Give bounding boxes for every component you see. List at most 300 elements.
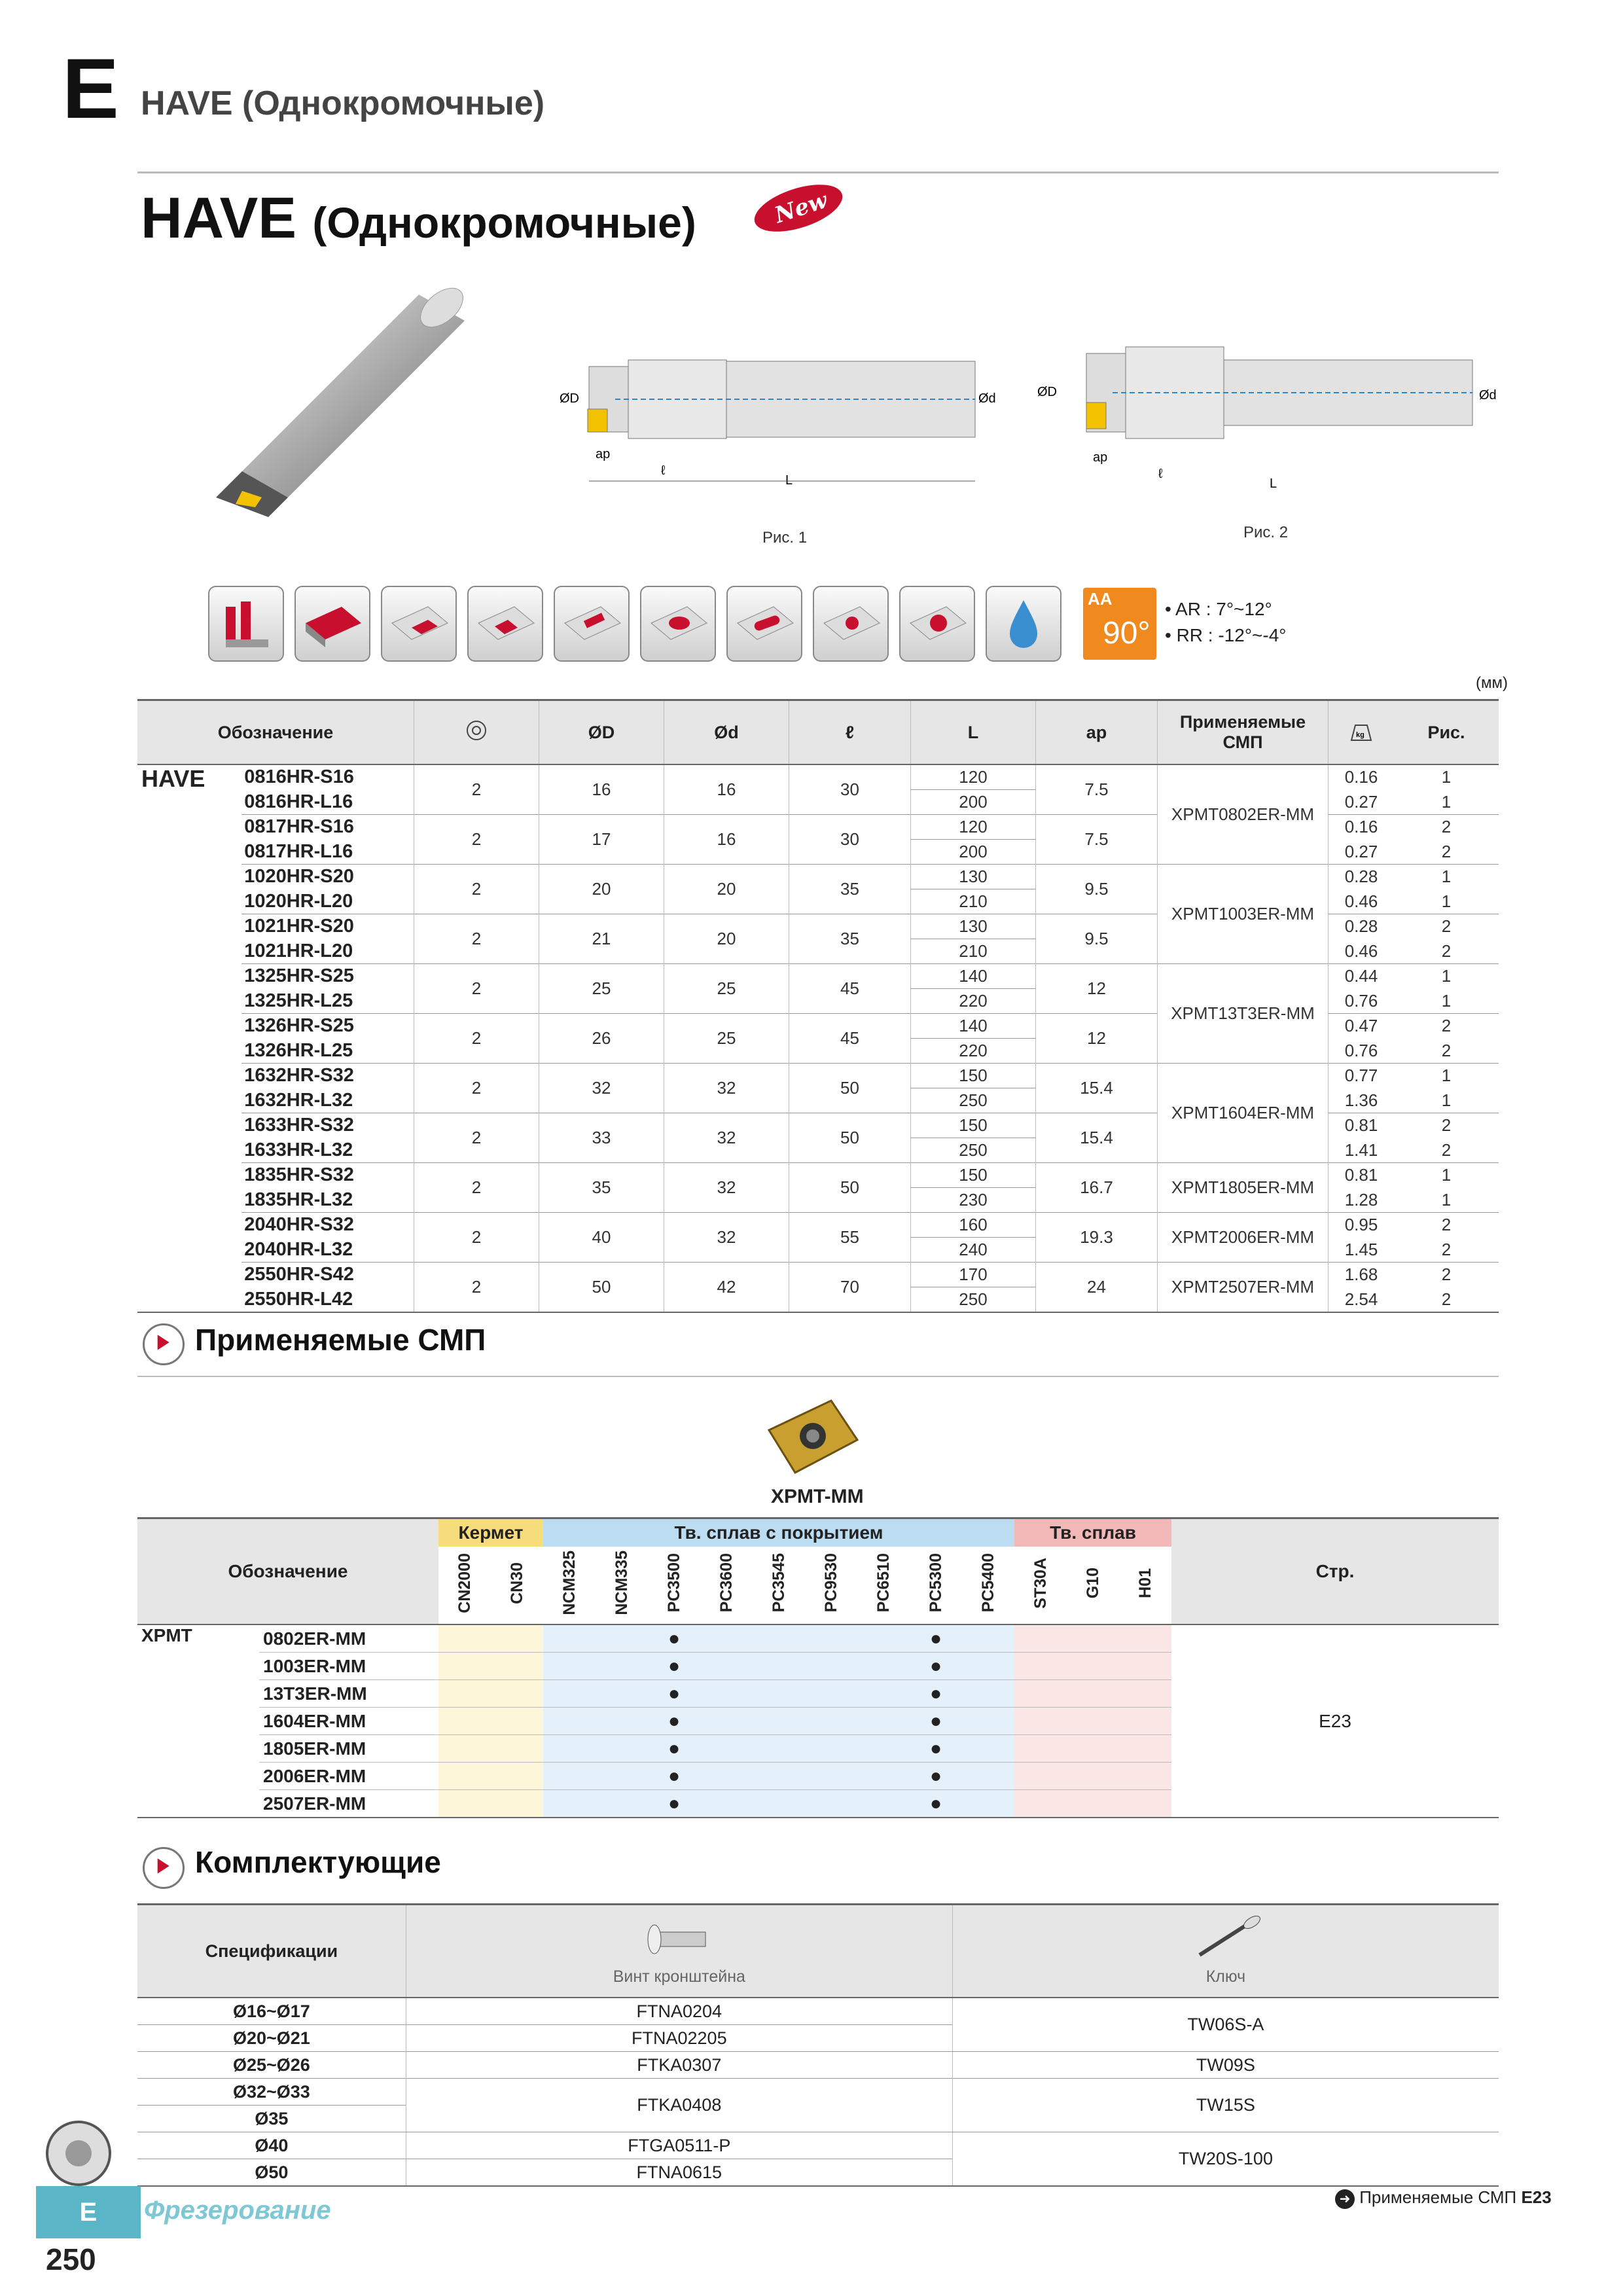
grade-cell [805, 1735, 857, 1763]
screw-cell: FTGA0511-P [406, 2132, 952, 2159]
col-insert: Применяемые СМП [1158, 700, 1329, 765]
grade-cell [1119, 1790, 1171, 1818]
table-row [137, 1064, 1499, 1088]
cell-weight: 0.27 [1329, 840, 1395, 865]
table-row [137, 1624, 1499, 1653]
grade-cell [962, 1680, 1014, 1708]
cell-d: 20 [664, 914, 789, 964]
svg-text:L: L [785, 473, 793, 488]
grade-cell: ● [910, 1624, 962, 1653]
cell-L: 120 [911, 815, 1036, 840]
grade-cell [438, 1653, 491, 1680]
section-arrow-icon [143, 1847, 185, 1889]
cell-z: 2 [414, 1163, 539, 1213]
approach-angle-value: 90° [1103, 616, 1150, 651]
grade-cell [700, 1790, 753, 1818]
cell-ap: 15.4 [1036, 1064, 1158, 1113]
cell-D: 33 [539, 1113, 664, 1163]
grade-cell [596, 1708, 648, 1735]
grade-cell: ● [910, 1680, 962, 1708]
grade-cell [805, 1680, 857, 1708]
cell-D: 35 [539, 1163, 664, 1213]
grade-cell [857, 1653, 910, 1680]
grade-cell [962, 1790, 1014, 1818]
page-ref: E23 [1319, 1710, 1351, 1731]
grade-cell [700, 1735, 753, 1763]
grade-cell [491, 1708, 543, 1735]
cell-fig: 1 [1441, 791, 1452, 812]
cell-L: 220 [911, 989, 1036, 1014]
grade-cell [543, 1653, 596, 1680]
cell-d: 32 [664, 1064, 789, 1113]
insert-code: 13T3ER-MM [263, 1683, 367, 1704]
grade-header: ST30A [1031, 1557, 1050, 1609]
key-cell: TW15S [952, 2079, 1499, 2132]
cell-L: 140 [911, 1014, 1036, 1039]
cell-weight: 1.68 [1329, 1263, 1395, 1287]
cell-fig: 1 [1394, 964, 1499, 989]
cell-fig: 1 [1394, 1064, 1499, 1088]
cell-d: 32 [664, 1113, 789, 1163]
grade-cell [805, 1653, 857, 1680]
cell-z: 2 [414, 1113, 539, 1163]
grade-cell [543, 1708, 596, 1735]
tool-code: 1020HR-L20 [244, 890, 353, 912]
tool-code: 1021HR-S20 [241, 914, 414, 939]
slot-milling-icon [381, 586, 457, 662]
cell-fig: 2 [1394, 914, 1499, 939]
cell-L: 230 [911, 1188, 1036, 1213]
cell-insert: XPMT1805ER-MM [1158, 1163, 1329, 1213]
grade-cell [1119, 1735, 1171, 1763]
grade-cell [857, 1680, 910, 1708]
group-cermet: Кермет [438, 1518, 543, 1547]
col-designation: Обозначение [137, 700, 414, 765]
screw-cell: FTKA0408 [406, 2079, 952, 2132]
grade-cell: ● [648, 1624, 700, 1653]
approach-angle-label: AA [1088, 589, 1113, 609]
grade-cell [1067, 1790, 1119, 1818]
step-milling-icon [467, 586, 543, 662]
grade-cell [438, 1624, 491, 1653]
tool-code: 1632HR-L32 [244, 1089, 353, 1111]
col-fig: Рис. [1394, 700, 1499, 765]
grade-cell [1014, 1790, 1067, 1818]
cell-ap: 12 [1036, 1014, 1158, 1064]
tool-photo-icon [190, 281, 504, 530]
face-milling-icon [294, 586, 370, 662]
tool-code: 1835HR-S32 [241, 1163, 414, 1188]
cell-weight: 1.36 [1329, 1088, 1395, 1113]
cell-d: 32 [664, 1163, 789, 1213]
cell-weight: 0.28 [1329, 865, 1395, 889]
cell-fig: 2 [1394, 1113, 1499, 1138]
cell-z: 2 [414, 1064, 539, 1113]
group-coated: Тв. сплав с покрытием [543, 1518, 1014, 1547]
cell-ap: 16.7 [1036, 1163, 1158, 1213]
grade-cell [1119, 1763, 1171, 1790]
cell-weight: 0.46 [1329, 939, 1395, 964]
grade-cell [1014, 1708, 1067, 1735]
header-divider [137, 171, 1499, 173]
grade-cell [1014, 1680, 1067, 1708]
grade-header: NCM335 [612, 1551, 631, 1615]
grade-header: NCM325 [560, 1551, 579, 1615]
grade-cell [491, 1763, 543, 1790]
cell-weight: 0.76 [1329, 989, 1395, 1014]
cell-ap: 19.3 [1036, 1213, 1158, 1263]
spec-row: Ø32~Ø33 [232, 2081, 310, 2102]
cell-insert: XPMT1604ER-MM [1158, 1064, 1329, 1163]
cell-L: 250 [911, 1287, 1036, 1313]
cell-d: 32 [664, 1213, 789, 1263]
tool-code: 0817HR-L16 [244, 840, 353, 862]
grade-header: CN30 [507, 1562, 526, 1604]
grade-cell [1067, 1624, 1119, 1653]
cell-d: 42 [664, 1263, 789, 1313]
cell-ap: 12 [1036, 964, 1158, 1014]
grade-cell [962, 1708, 1014, 1735]
cell-weight: 2.54 [1329, 1287, 1395, 1313]
grade-cell [1067, 1763, 1119, 1790]
cell-fig: 1 [1441, 891, 1452, 911]
tool-code: 2040HR-L32 [244, 1238, 353, 1260]
table-row [137, 764, 1499, 790]
grade-cell [1067, 1708, 1119, 1735]
grade-cell [753, 1790, 805, 1818]
footer-section-tab: E [36, 2186, 141, 2238]
cell-z: 2 [414, 964, 539, 1014]
grade-cell [753, 1680, 805, 1708]
grade-cell: ● [648, 1708, 700, 1735]
tool-code: 1633HR-S32 [241, 1113, 414, 1138]
grade-cell [700, 1680, 753, 1708]
grade-cell [753, 1763, 805, 1790]
cell-weight: 0.28 [1329, 914, 1395, 939]
cell-fig: 1 [1441, 1189, 1452, 1210]
grade-cell [543, 1763, 596, 1790]
spec-row: Ø25~Ø26 [232, 2054, 310, 2075]
boring-icon [899, 586, 975, 662]
svg-text:L: L [1270, 476, 1277, 491]
cell-z: 2 [414, 1213, 539, 1263]
cell-z: 2 [414, 865, 539, 914]
grade-cell [596, 1624, 648, 1653]
tool-code: 0816HR-L16 [244, 791, 353, 812]
cell-insert: XPMT0802ER-MM [1158, 764, 1329, 865]
col-d: Ød [664, 700, 789, 765]
grade-cell [700, 1763, 753, 1790]
insert-code: 0802ER-MM [263, 1628, 366, 1649]
section-accessories-title: Комплектующие [195, 1845, 441, 1879]
tool-code: 2550HR-L42 [244, 1288, 353, 1310]
tool-code: 1021HR-L20 [244, 940, 353, 961]
grade-cell [438, 1763, 491, 1790]
cell-fig: 2 [1441, 1289, 1452, 1309]
fig-1-caption: Рис. 1 [762, 529, 808, 547]
grade-cell [491, 1624, 543, 1653]
svg-text:ØD: ØD [1037, 385, 1057, 399]
grade-cell [700, 1624, 753, 1653]
cell-insert: XPMT2006ER-MM [1158, 1213, 1329, 1263]
svg-text:ap: ap [596, 447, 611, 461]
cell-weight: 0.27 [1329, 790, 1395, 815]
group-name: HAVE [141, 765, 205, 792]
grade-cell: ● [910, 1653, 962, 1680]
cell-l: 55 [789, 1213, 911, 1263]
footer-label: Фрезерование [144, 2196, 331, 2225]
cell-weight: 0.95 [1329, 1213, 1395, 1238]
tool-code: 2550HR-S42 [241, 1263, 414, 1287]
cell-fig: 2 [1441, 1239, 1452, 1259]
svg-text:kg: kg [1356, 730, 1364, 739]
cell-weight: 0.16 [1329, 815, 1395, 840]
cell-fig: 2 [1394, 1213, 1499, 1238]
insert-photo-icon [759, 1394, 864, 1479]
cell-fig: 2 [1441, 841, 1452, 861]
cell-fig: 2 [1394, 1263, 1499, 1287]
grade-cell [543, 1790, 596, 1818]
grade-cell [596, 1653, 648, 1680]
grade-cell [962, 1653, 1014, 1680]
cell-l: 30 [789, 815, 911, 865]
cell-L: 220 [911, 1039, 1036, 1064]
grade-header: G10 [1083, 1567, 1102, 1599]
grade-cell [596, 1763, 648, 1790]
grade-cell [857, 1735, 910, 1763]
section-arrow-icon [143, 1323, 185, 1365]
cell-fig: 2 [1441, 1139, 1452, 1160]
tool-code: 1325HR-S25 [241, 964, 414, 989]
plunge-icon [813, 586, 889, 662]
grade-cell: ● [648, 1790, 700, 1818]
svg-text:ap: ap [1093, 450, 1108, 465]
cell-insert: XPMT13T3ER-MM [1158, 964, 1329, 1064]
grade-cell [805, 1708, 857, 1735]
spec-row: Ø35 [255, 2108, 289, 2128]
col-D: ØD [539, 700, 664, 765]
cell-ap: 9.5 [1036, 865, 1158, 914]
drawing-fig-1 [524, 347, 1021, 504]
cell-L: 150 [911, 1064, 1036, 1088]
grade-cell [753, 1708, 805, 1735]
insert-caption: XPMT-MM [771, 1486, 864, 1507]
cell-D: 21 [539, 914, 664, 964]
section-title: HAVE (Однокромочные) [141, 84, 545, 122]
spec-row: Ø40 [255, 2135, 289, 2155]
cell-L: 200 [911, 790, 1036, 815]
tool-code: 1835HR-L32 [244, 1189, 353, 1210]
insert-code: 1604ER-MM [263, 1710, 366, 1731]
table-row [137, 1263, 1499, 1287]
grade-header: PC6510 [874, 1553, 893, 1613]
grade-cell [596, 1680, 648, 1708]
grade-cell [1067, 1680, 1119, 1708]
grade-header: CN2000 [455, 1552, 474, 1613]
cell-d: 20 [664, 865, 789, 914]
insert-code: 2006ER-MM [263, 1765, 366, 1786]
cell-L: 140 [911, 964, 1036, 989]
cell-D: 20 [539, 865, 664, 914]
cell-fig: 2 [1394, 815, 1499, 840]
grade-cell [491, 1735, 543, 1763]
section-inserts-title: Применяемые СМП [195, 1323, 486, 1357]
svg-text:Ød: Ød [1479, 388, 1497, 403]
table-row [137, 1213, 1499, 1238]
cell-fig: 1 [1394, 1163, 1499, 1188]
grade-cell [543, 1680, 596, 1708]
grade-cell: ● [648, 1763, 700, 1790]
cell-D: 25 [539, 964, 664, 1014]
cell-ap: 9.5 [1036, 914, 1158, 964]
insert-code: 1003ER-MM [263, 1655, 366, 1676]
cell-fig: 1 [1441, 990, 1452, 1011]
cell-L: 250 [911, 1138, 1036, 1163]
grade-cell: ● [910, 1790, 962, 1818]
grade-cell [962, 1735, 1014, 1763]
cell-l: 35 [789, 865, 911, 914]
grade-cell [1067, 1735, 1119, 1763]
cell-L: 210 [911, 939, 1036, 964]
cell-fig: 1 [1394, 865, 1499, 889]
footer-ref[interactable]: ➜ Применяемые СМП E23 [1335, 2187, 1552, 2209]
col-L: L [911, 700, 1036, 765]
cell-weight: 1.45 [1329, 1238, 1395, 1263]
cell-weight: 0.81 [1329, 1113, 1395, 1138]
fig-2-caption: Рис. 2 [1243, 524, 1289, 541]
cell-d: 25 [664, 964, 789, 1014]
col-l: ℓ [789, 700, 911, 765]
cell-d: 25 [664, 1014, 789, 1064]
pocket-icon [726, 586, 802, 662]
grade-cell [1119, 1708, 1171, 1735]
table-row [137, 964, 1499, 989]
new-badge [749, 177, 847, 236]
screw-cell: FTNA0204 [406, 1998, 952, 2025]
grade-header: PC5400 [978, 1553, 997, 1613]
screw-cell: FTKA0307 [406, 2052, 952, 2079]
cell-z: 2 [414, 764, 539, 815]
grade-cell [1014, 1735, 1067, 1763]
spec-row: Ø50 [255, 2162, 289, 2182]
grade-cell [857, 1763, 910, 1790]
cell-ap: 7.5 [1036, 764, 1158, 815]
grade-cell [805, 1790, 857, 1818]
cell-L: 130 [911, 914, 1036, 939]
grade-cell [596, 1790, 648, 1818]
grade-cell [596, 1735, 648, 1763]
screw-cell: FTNA0615 [406, 2159, 952, 2187]
tool-code: 1326HR-S25 [241, 1014, 414, 1039]
spec-row: Ø16~Ø17 [232, 2001, 310, 2021]
tool-code: 1020HR-S20 [241, 865, 414, 889]
ref-arrow-icon: ➜ [1335, 2189, 1355, 2209]
grade-cell [438, 1735, 491, 1763]
cell-fig: 2 [1394, 1014, 1499, 1039]
grade-cell [1119, 1680, 1171, 1708]
svg-text:New: New [771, 187, 831, 229]
grade-cell: ● [910, 1735, 962, 1763]
grade-cell [1014, 1653, 1067, 1680]
grade-cell: ● [910, 1708, 962, 1735]
grade-header: PC9530 [821, 1553, 840, 1613]
tool-dimensions-table [137, 699, 1499, 1313]
grade-cell [857, 1624, 910, 1653]
cell-weight: 0.46 [1329, 889, 1395, 914]
cell-D: 50 [539, 1263, 664, 1313]
cell-weight: 1.28 [1329, 1188, 1395, 1213]
cell-L: 150 [911, 1113, 1036, 1138]
cell-d: 16 [664, 764, 789, 815]
grade-cell [857, 1790, 910, 1818]
grade-cell [962, 1624, 1014, 1653]
grade-cell [1119, 1653, 1171, 1680]
tool-code: 1325HR-L25 [244, 990, 353, 1011]
grade-header: H01 [1135, 1568, 1154, 1598]
table-row [137, 1163, 1499, 1188]
insert-grades-table [137, 1517, 1499, 1818]
grade-cell [753, 1735, 805, 1763]
col-ap: ap [1036, 700, 1158, 765]
tool-code: 1326HR-L25 [244, 1039, 353, 1061]
t2-designation: Обозначение [137, 1518, 438, 1625]
shoulder-milling-icon [208, 586, 284, 662]
grade-cell [1067, 1653, 1119, 1680]
grade-cell [753, 1653, 805, 1680]
grade-cell [962, 1763, 1014, 1790]
svg-text:ØD: ØD [560, 391, 579, 406]
cell-D: 26 [539, 1014, 664, 1064]
tool-code: 1632HR-S32 [241, 1064, 414, 1088]
cell-D: 32 [539, 1064, 664, 1113]
cell-weight: 0.77 [1329, 1064, 1395, 1088]
cell-D: 40 [539, 1213, 664, 1263]
svg-text:Ød: Ød [978, 391, 996, 406]
key-cell: TW09S [952, 2052, 1499, 2079]
cell-l: 70 [789, 1263, 911, 1313]
grade-header: PC3545 [769, 1553, 788, 1613]
key-cell: TW06S-A [952, 1998, 1499, 2052]
cell-l: 50 [789, 1064, 911, 1113]
grade-cell [1014, 1763, 1067, 1790]
tool-code: 0816HR-S16 [244, 766, 354, 788]
page-title: HAVE (Однокромочные) [141, 185, 696, 250]
tool-code: 1633HR-L32 [244, 1139, 353, 1160]
cell-insert: XPMT1003ER-MM [1158, 865, 1329, 964]
group-carbide: Тв. сплав [1014, 1518, 1171, 1547]
helical-icon [640, 586, 716, 662]
grade-cell [1014, 1624, 1067, 1653]
cell-L: 210 [911, 889, 1036, 914]
cell-L: 240 [911, 1238, 1036, 1263]
grade-cell [805, 1624, 857, 1653]
grade-cell [491, 1653, 543, 1680]
col-weight-icon [1329, 700, 1395, 765]
tool-code: 0817HR-S16 [241, 815, 414, 840]
grade-cell [1119, 1624, 1171, 1653]
grade-header: PC3600 [717, 1553, 736, 1613]
tool-code: 2040HR-S32 [241, 1213, 414, 1238]
cell-l: 30 [789, 764, 911, 815]
grade-header: PC3500 [664, 1553, 683, 1613]
cell-L: 250 [911, 1088, 1036, 1113]
cell-l: 45 [789, 1014, 911, 1064]
cell-l: 50 [789, 1113, 911, 1163]
insert-prefix: XPMT [141, 1625, 192, 1645]
accessories-table [137, 1903, 1499, 2187]
cell-z: 2 [414, 914, 539, 964]
grade-cell [700, 1653, 753, 1680]
